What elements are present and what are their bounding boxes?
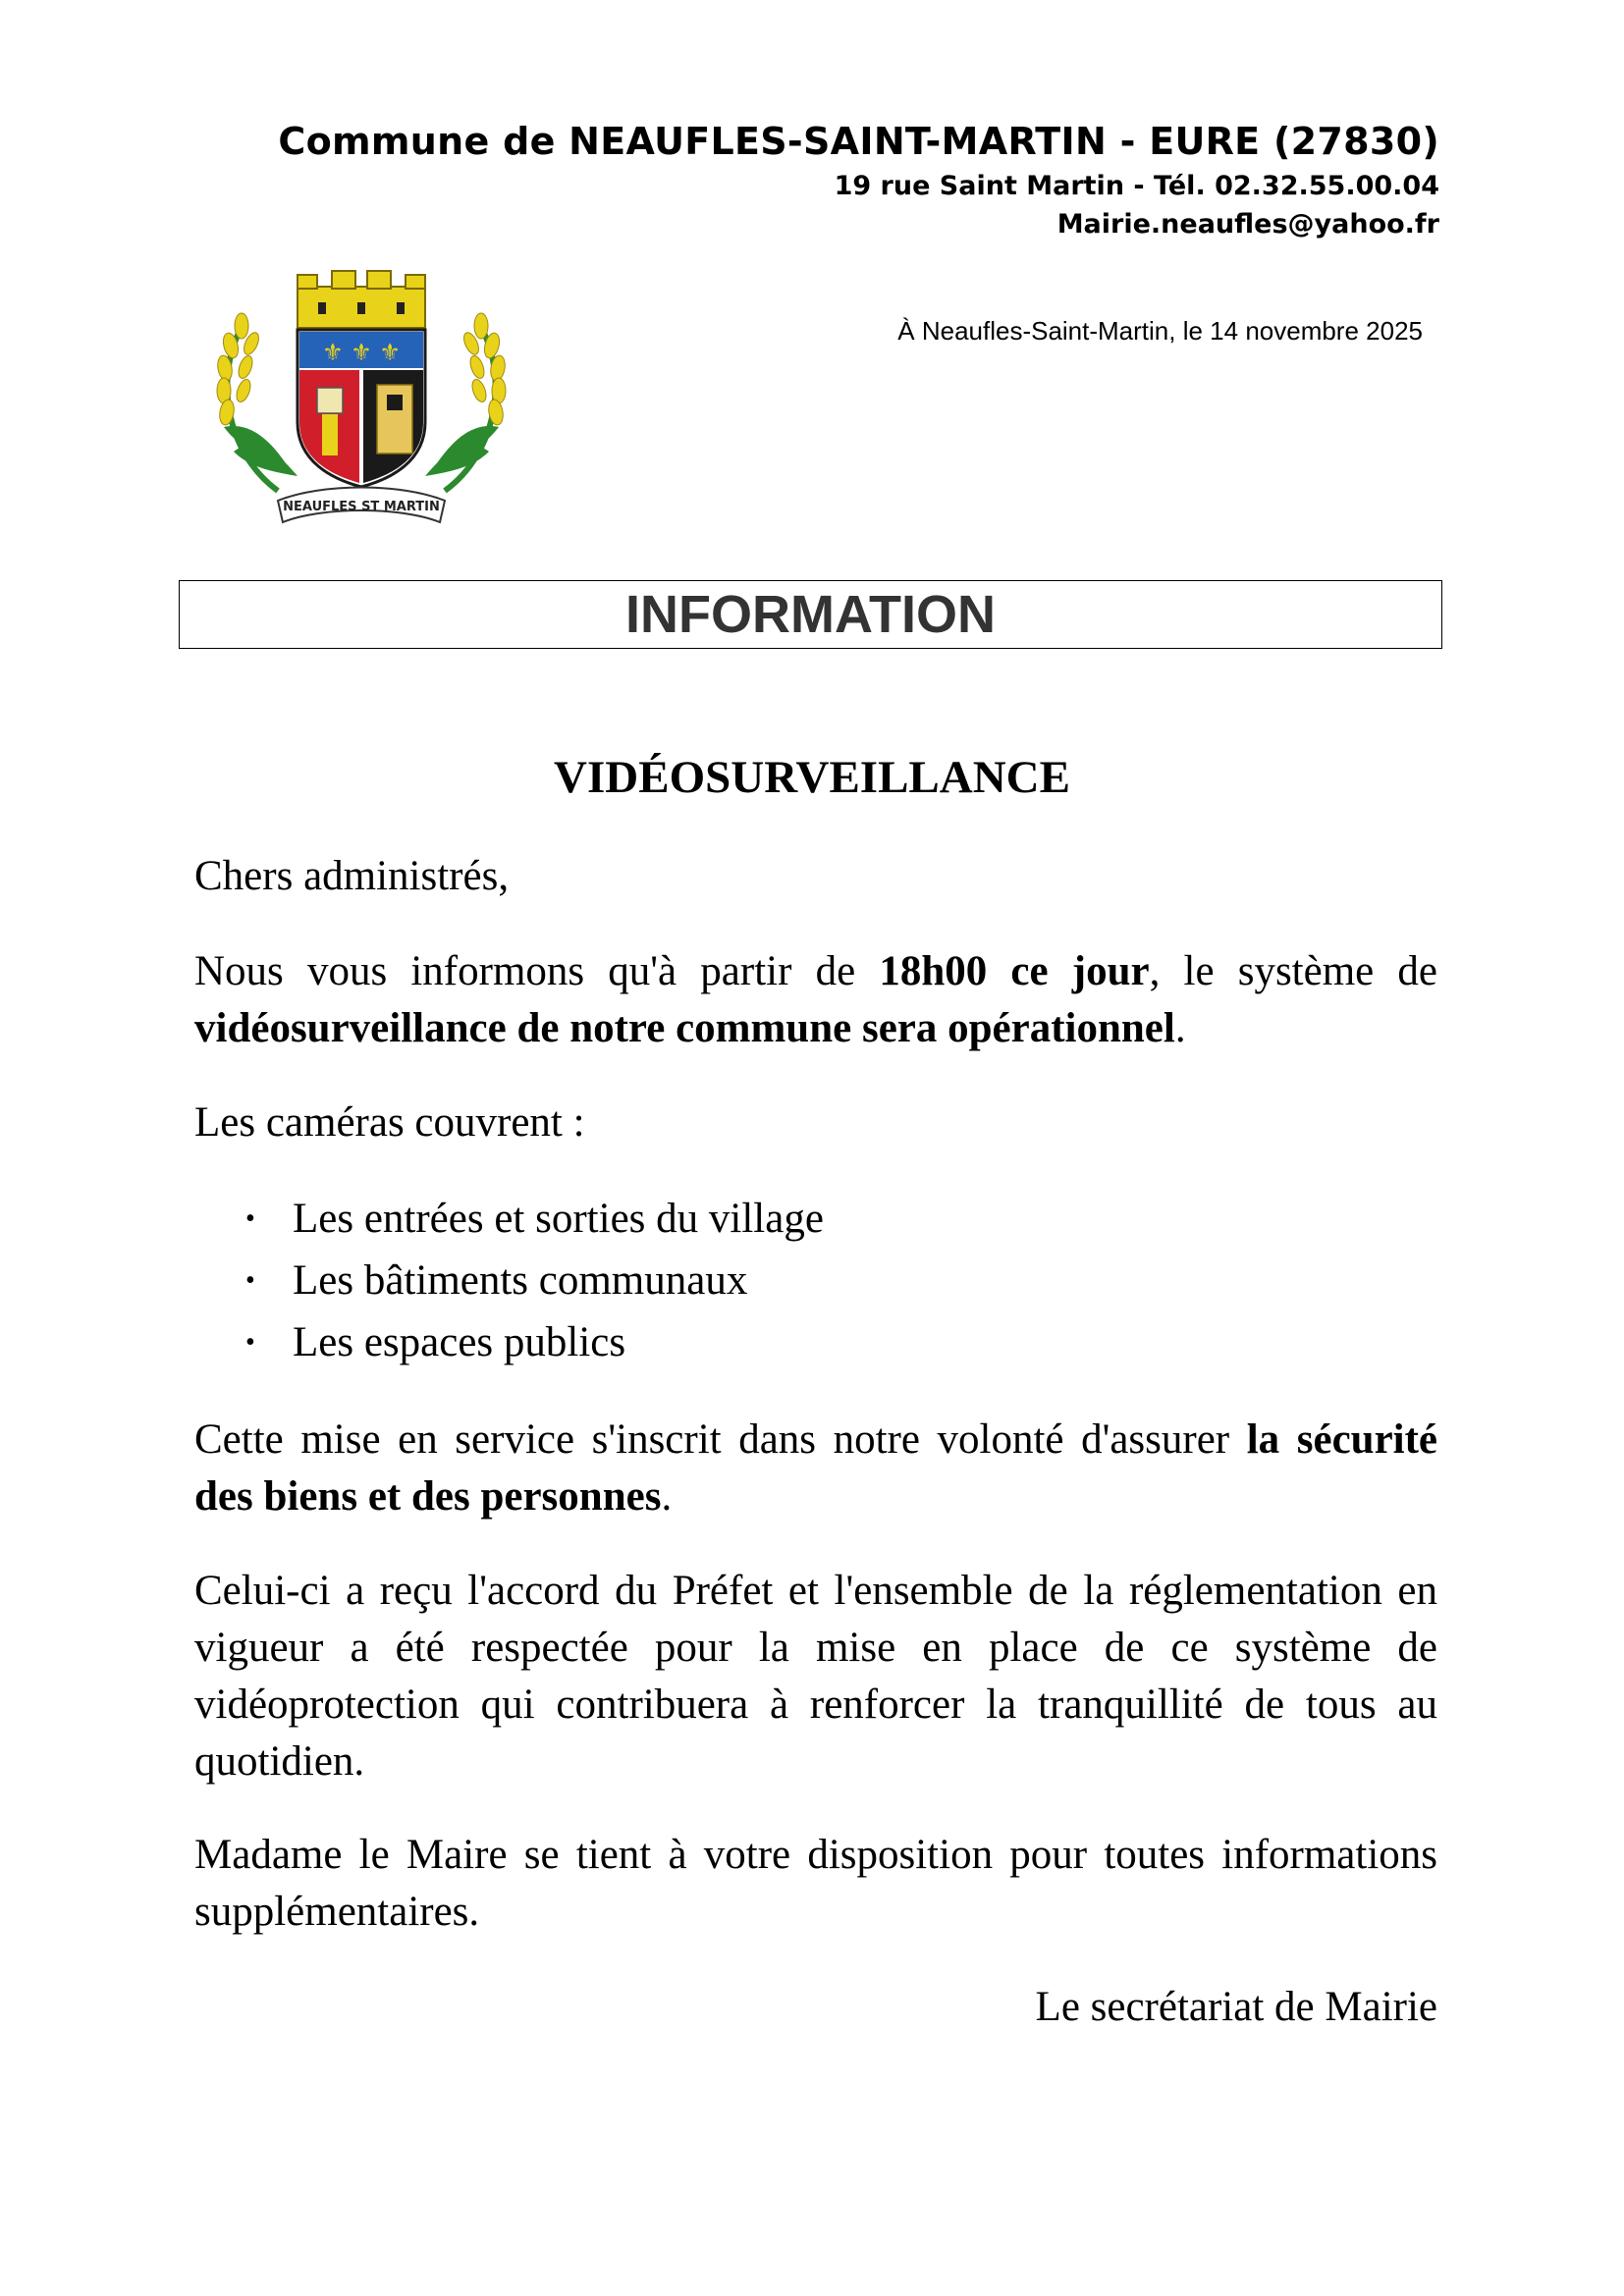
- commune-header: Commune de NEAUFLES-SAINT-MARTIN - EURE (27830): [278, 120, 1439, 163]
- bullet-icon: •: [245, 1203, 255, 1234]
- security-phrase: la sécurité des biens et des personnes: [194, 1416, 1438, 1520]
- camera-coverage-list: [194, 1188, 824, 1373]
- list-item-text: Les espaces publics: [293, 1319, 626, 1365]
- bullet-icon: •: [245, 1265, 255, 1296]
- document-title: VIDÉOSURVEILLANCE: [554, 752, 1070, 803]
- coat-of-arms-logo: [204, 265, 518, 550]
- signature: Le secrétariat de Mairie: [1035, 1984, 1437, 2030]
- mural-crown-icon: [298, 271, 425, 328]
- banner-ribbon: [278, 488, 445, 523]
- email-address: Mairie.neaufles@yahoo.fr: [1056, 209, 1439, 240]
- date-line: À Neaufles-Saint-Martin, le 14 novembre 2025: [897, 316, 1423, 346]
- information-box: [179, 580, 1442, 649]
- text-span: .: [661, 1473, 673, 1520]
- banner-text: NEAUFLES ST MARTIN: [283, 500, 440, 514]
- list-item: [194, 1311, 824, 1373]
- text-span: , le système de: [1149, 948, 1438, 994]
- list-item-text: Les bâtiments communaux: [293, 1257, 748, 1304]
- list-item: [194, 1250, 824, 1311]
- information-title: INFORMATION: [625, 585, 996, 644]
- greeting: Chers administrés,: [194, 853, 510, 899]
- text-span: .: [1174, 1005, 1186, 1051]
- paragraph-mayor: Madame le Maire se tient à votre disposition pour toutes informations supplémentaires.: [194, 1832, 1437, 1935]
- bullet-icon: •: [245, 1327, 255, 1358]
- list-item: [194, 1188, 824, 1250]
- cameras-intro: Les caméras couvrent :: [194, 1099, 585, 1146]
- paragraph-security: [194, 1412, 1437, 1525]
- paragraph-prefect: Celui-ci a reçu l'accord du Préfet et l'ensemble de la réglementation en vigueur a été respectée pour la mise en place de ce système de vidéoprotection qui contribuera à renforcer la tranquillité de tous au quotidien.: [194, 1568, 1437, 1785]
- paragraph-announcement: [194, 943, 1437, 1057]
- list-item-text: Les entrées et sorties du village: [293, 1196, 824, 1242]
- text-span: Cette mise en service s'inscrit dans notre volonté d'assurer: [194, 1416, 1247, 1463]
- text-span: Nous vous informons qu'à partir de: [194, 948, 880, 994]
- system-operational: vidéosurveillance de notre commune sera opérationnel: [194, 1005, 1175, 1051]
- shield-icon: [298, 330, 425, 487]
- address-line: 19 rue Saint Martin - Tél. 02.32.55.00.04: [834, 171, 1439, 201]
- start-time: 18h00 ce jour: [879, 948, 1150, 994]
- svg-text:⚜ ⚜ ⚜: ⚜ ⚜ ⚜: [322, 339, 401, 366]
